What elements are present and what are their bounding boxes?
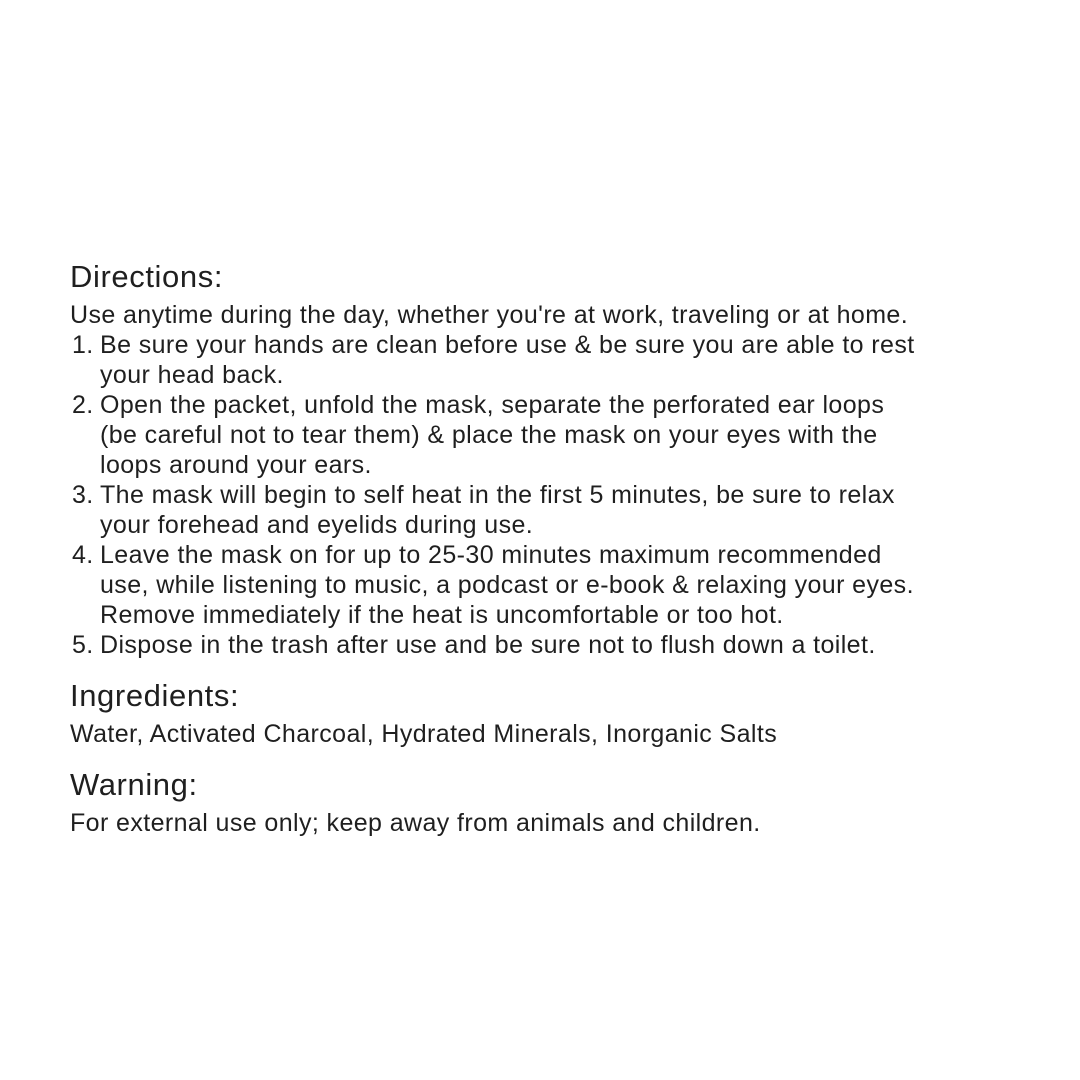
step-line: Open the packet, unfold the mask, separate the perforated ear loops	[100, 391, 885, 419]
step-number: 5.	[72, 631, 94, 659]
step-number: 1.	[72, 331, 94, 359]
directions-list	[70, 330, 1020, 660]
step-line: The mask will begin to self heat in the first 5 minutes, be sure to relax	[100, 481, 895, 509]
warning-heading: Warning:	[70, 767, 198, 802]
step-line: Remove immediately if the heat is uncomfortable or too hot.	[100, 601, 784, 629]
step-text	[100, 540, 1020, 630]
step-line: your head back.	[100, 361, 284, 389]
step-number: 3.	[72, 481, 94, 509]
ingredients-section	[70, 678, 1020, 749]
warning-section	[70, 767, 1020, 838]
direction-step-1	[72, 330, 1020, 390]
step-line: Dispose in the trash after use and be sure not to flush down a toilet.	[100, 631, 876, 659]
direction-step-2	[72, 390, 1020, 480]
ingredients-text: Water, Activated Charcoal, Hydrated Minerals, Inorganic Salts	[70, 720, 778, 748]
step-line: Be sure your hands are clean before use & be sure you are able to rest	[100, 331, 915, 359]
directions-section	[70, 259, 1020, 660]
direction-step-3	[72, 480, 1020, 540]
step-line: loops around your ears.	[100, 451, 372, 479]
step-text	[100, 630, 1020, 660]
step-number: 4.	[72, 541, 94, 569]
direction-step-4	[72, 540, 1020, 630]
step-line: Leave the mask on for up to 25-30 minutes maximum recommended	[100, 541, 882, 569]
directions-intro: Use anytime during the day, whether you're at work, traveling or at home.	[70, 301, 909, 329]
step-number: 2.	[72, 391, 94, 419]
step-line: (be careful not to tear them) & place the mask on your eyes with the	[100, 421, 878, 449]
step-line: use, while listening to music, a podcast or e-book & relaxing your eyes.	[100, 571, 914, 599]
direction-step-5	[72, 630, 1020, 660]
directions-heading: Directions:	[70, 259, 224, 294]
ingredients-heading: Ingredients:	[70, 678, 240, 713]
step-text	[100, 330, 1020, 390]
warning-text: For external use only; keep away from animals and children.	[70, 809, 761, 837]
step-line: your forehead and eyelids during use.	[100, 511, 534, 539]
step-text	[100, 480, 1020, 540]
step-text	[100, 390, 1020, 480]
